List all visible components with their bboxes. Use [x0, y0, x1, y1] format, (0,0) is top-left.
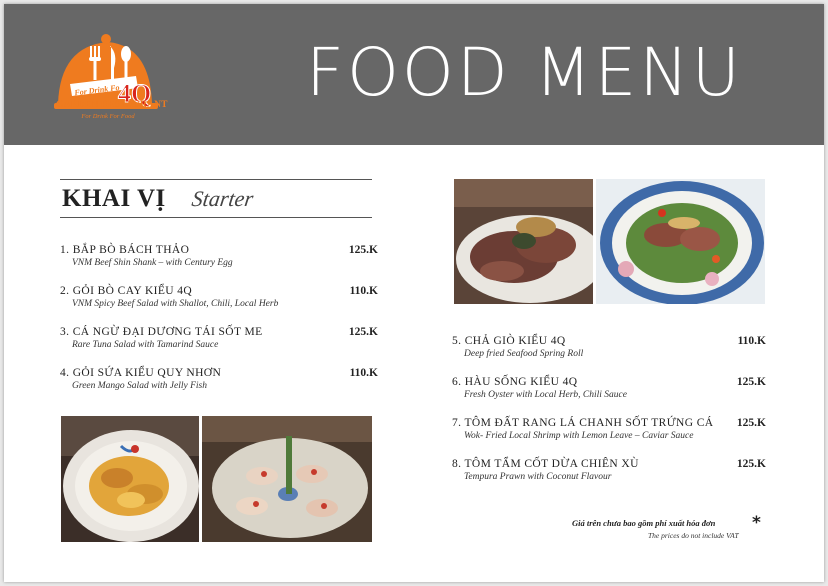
- item-description: Deep fried Seafood Spring Roll: [464, 349, 584, 359]
- item-description: Wok- Fried Local Shrimp with Lemon Leave – Caviar Sauce: [464, 431, 694, 441]
- dish-photo-shrimp: [61, 416, 199, 542]
- item-name: 8. TÔM TẨM CỐT DỪA CHIÊN XÙ: [452, 458, 639, 470]
- section-divider-bottom: [60, 217, 372, 218]
- menu-item: [60, 366, 378, 393]
- item-description: VNM Beef Shin Shank – with Century Egg: [72, 258, 233, 268]
- item-description: Rare Tuna Salad with Tamarind Sauce: [72, 340, 219, 350]
- price-note-vi: Giá trên chưa bao gồm phí xuất hóa đơn: [572, 518, 716, 528]
- asterisk-icon: *: [752, 513, 761, 533]
- item-name: 7. TÔM ĐẤT RANG LÁ CHANH SỐT TRỨNG CÁ: [452, 417, 714, 429]
- item-price: 110.K: [737, 335, 766, 347]
- section-divider-top: [60, 179, 372, 180]
- dish-photo-salad: [596, 179, 765, 304]
- item-name: 4. GỎI SỨA KIỂU QUY NHƠN: [60, 367, 222, 379]
- item-price: 125.K: [736, 458, 766, 470]
- logo-number: 4Q: [118, 79, 152, 108]
- menu-page: [4, 4, 824, 582]
- item-price: 125.K: [736, 417, 766, 429]
- item-name: 5. CHẢ GIÒ KIỂU 4Q: [452, 335, 566, 347]
- dish-photo-tuna: [202, 416, 372, 542]
- item-price: 125.K: [348, 326, 378, 338]
- item-description: VNM Spicy Beef Salad with Shallot, Chili, Local Herb: [72, 299, 279, 309]
- item-name: 2. GỎI BÒ CAY KIỂU 4Q: [60, 285, 193, 297]
- menu-item: [60, 284, 378, 311]
- logo-restaurant-name: GARDEN RESTAURANT: [56, 100, 168, 110]
- item-description: Green Mango Salad with Jelly Fish: [72, 381, 207, 391]
- section-title: KHAI VỊ: [62, 185, 166, 212]
- menu-item: [452, 416, 764, 443]
- item-name: 1. BẮP BÒ BÁCH THẢO: [60, 244, 190, 256]
- item-price: 125.K: [348, 244, 378, 256]
- section-subtitle: Starter: [190, 186, 255, 211]
- item-description: Tempura Prawn with Coconut Flavour: [464, 472, 612, 482]
- menu-item: [452, 457, 764, 484]
- price-note-en: The prices do not include VAT: [648, 531, 739, 540]
- header-banner: [4, 4, 824, 145]
- item-description: Fresh Oyster with Local Herb, Chili Sauce: [464, 390, 627, 400]
- menu-item: [452, 375, 764, 402]
- item-name: 3. CÁ NGỪ ĐẠI DƯƠNG TÁI SỐT ME: [60, 326, 263, 338]
- menu-item: [60, 325, 378, 352]
- logo-tagline: For Drink For Food: [81, 113, 135, 120]
- menu-item: [60, 243, 378, 270]
- item-price: 125.K: [736, 376, 766, 388]
- item-price: 110.K: [349, 367, 378, 379]
- menu-item: [452, 334, 764, 361]
- logo-badge-text: For Drink Fo: [73, 82, 120, 98]
- item-price: 110.K: [349, 285, 378, 297]
- item-name: 6. HÀU SỐNG KIỂU 4Q: [452, 376, 578, 388]
- dish-photo-beef: [454, 179, 593, 304]
- page-title: FOOD MENU: [306, 34, 743, 111]
